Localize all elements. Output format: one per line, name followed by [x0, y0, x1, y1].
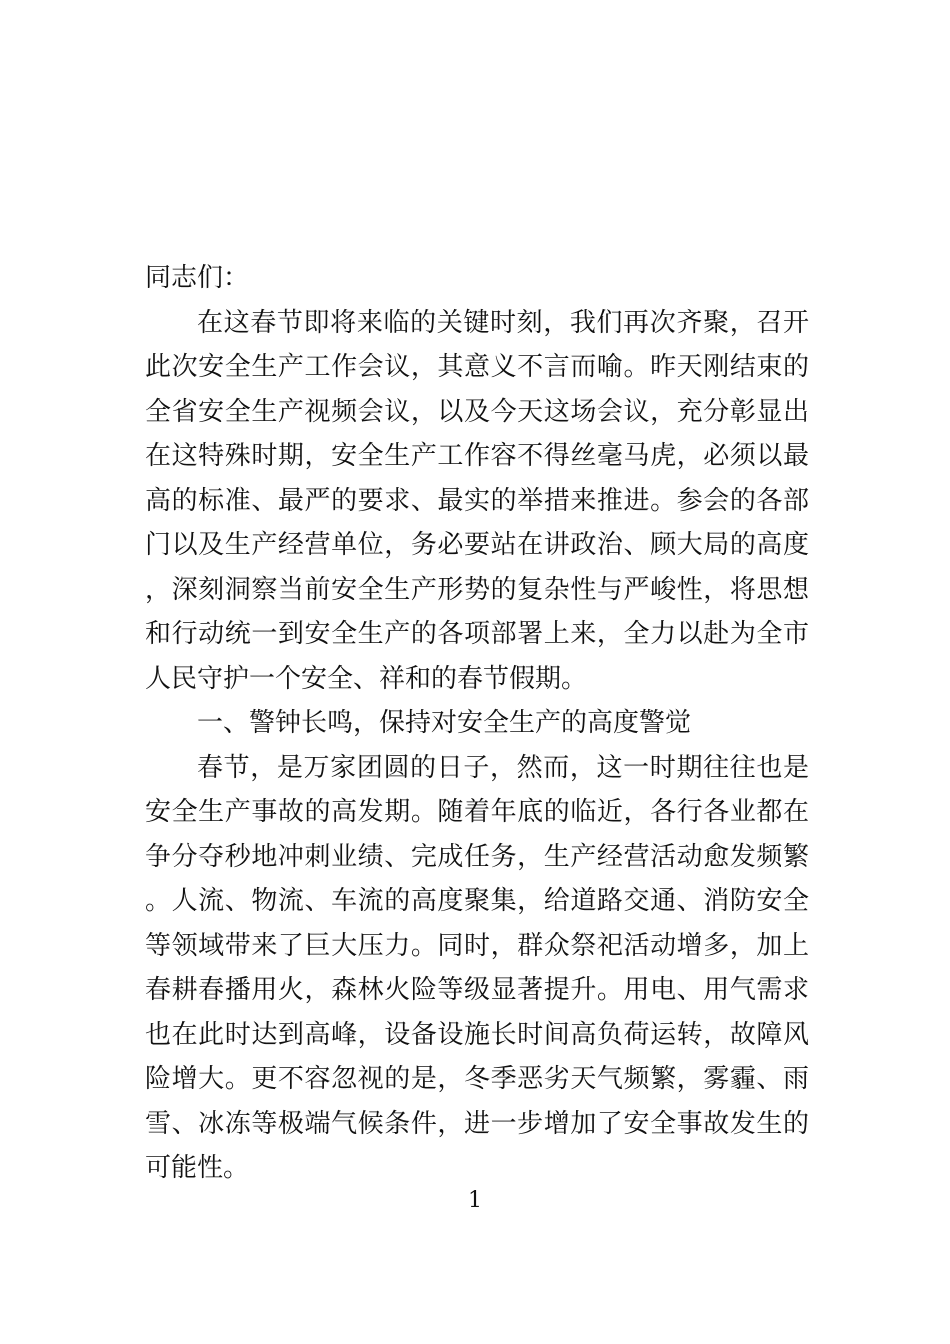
document-body	[145, 256, 809, 1191]
section-heading-1: 一、警钟长鸣，保持对安全生产的高度警觉	[197, 708, 692, 738]
paragraph-section-1: 春节，是万家团圆的日子，然而，这一时期往往也是安全生产事故的高发期。随着年底的临近，各行各业都在争分夺秒地冲刺业绩、完成任务，生产经营活动愈发频繁。人流、物流、车流的高度聚集，给道路交通、消防安全等领域带来了巨大压力。同时，群众祭祀活动增多，加上春耕春播用火，森林火险等级显著提升。用电、用气需求也在此时达到高峰，设备设施长时间高负荷运转，故障风险增大。更不容忽视的是，冬季恶劣天气频繁，雾霾、雨雪、冰冻等极端气候条件，进一步增加了安全事故发生的可能性。	[145, 752, 809, 1183]
page-number: 1	[468, 1188, 482, 1213]
paragraph-opening: 在这春节即将来临的关键时刻，我们再次齐聚，召开此次安全生产工作会议，其意义不言而喻。昨天刚结束的全省安全生产视频会议，以及今天这场会议，充分彰显出在这特殊时期，安全生产工作容不得丝毫马虎，必须以最高的标准、最严的要求、最实的举措来推进。参会的各部门以及生产经营单位，务必要站在讲政治、顾大局的高度，深刻洞察当前安全生产形势的复杂性与严峻性，将思想和行动统一到安全生产的各项部署上来，全力以赴为全市人民守护一个安全、祥和的春节假期。	[145, 307, 809, 694]
salutation: 同志们：	[145, 263, 250, 293]
